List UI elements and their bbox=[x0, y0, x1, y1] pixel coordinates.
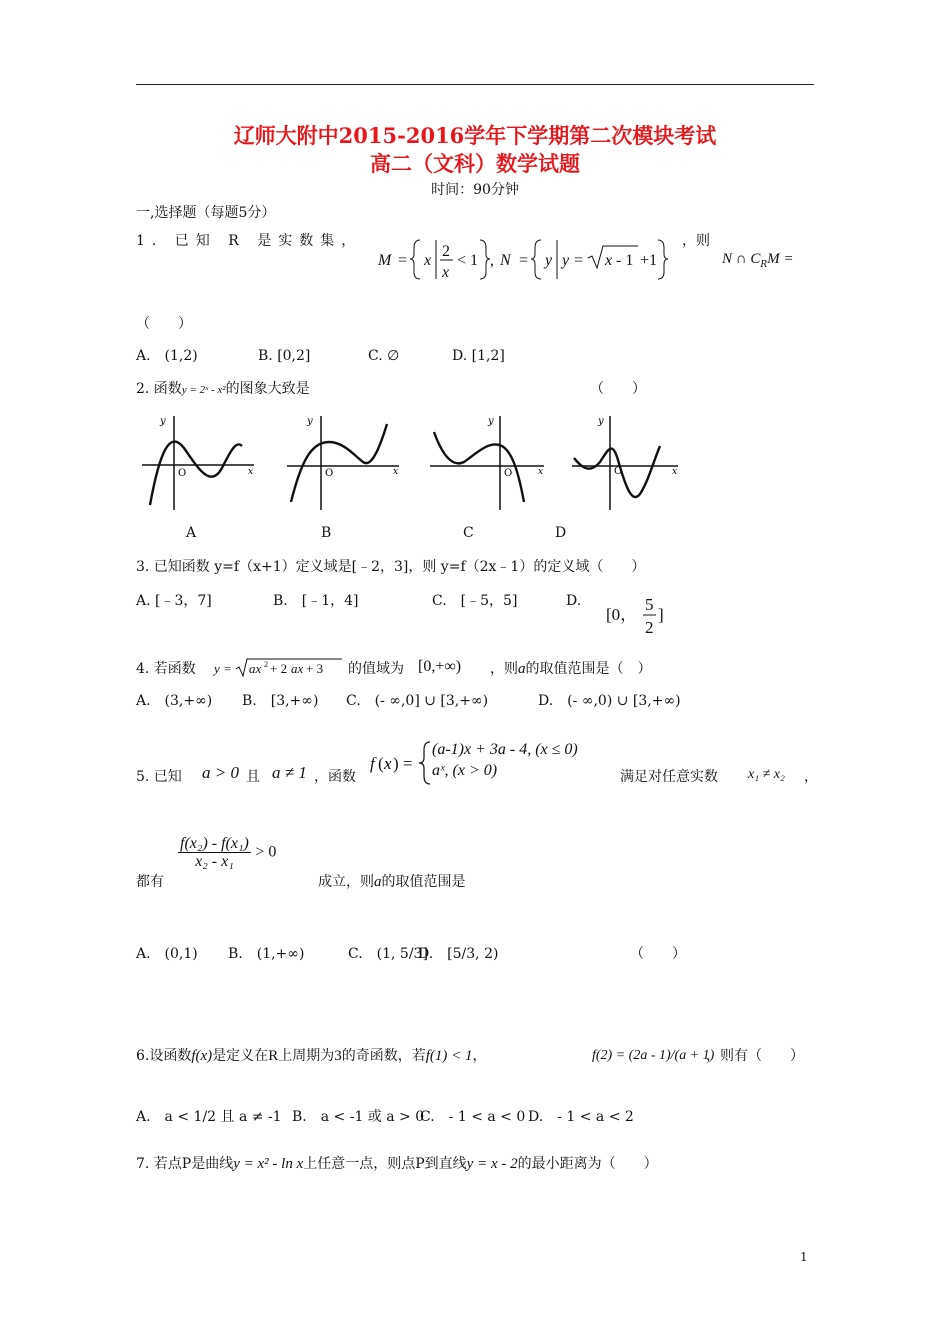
svg-text:ax: ax bbox=[249, 661, 262, 676]
q2-graph-a bbox=[140, 410, 260, 515]
q5-var: a bbox=[374, 874, 382, 890]
q6-option-d: D. - 1 < a < 2 bbox=[528, 1109, 634, 1125]
q3-stem: 3. 已知函数 y=f（x+1）定义域是[﹣2，3]，则 y=f（2x﹣1）的定义域（ ） bbox=[136, 559, 646, 575]
header-rule bbox=[136, 84, 814, 85]
svg-text:]: ] bbox=[658, 605, 664, 624]
svg-text:N: N bbox=[500, 252, 511, 269]
q7-mid: 上任意一点，则点P到直线 bbox=[303, 1156, 467, 1172]
q4-option-d: D. (- ∞,0) ∪ [3,+∞) bbox=[538, 693, 681, 709]
svg-text:2: 2 bbox=[442, 243, 450, 260]
exam-title: 辽师大附中2015-2016学年下学期第二次模块考试 bbox=[233, 123, 717, 148]
svg-text:5: 5 bbox=[645, 595, 654, 614]
q4-tail bbox=[490, 660, 652, 678]
q3-option-b: B. [﹣1，4] bbox=[273, 593, 359, 609]
q1-option-b: B. [0,2] bbox=[258, 348, 311, 364]
svg-text:M: M bbox=[378, 252, 392, 269]
q3-option-c: C. [﹣5，5] bbox=[432, 593, 518, 609]
q5-holds: 成立，则 bbox=[318, 874, 374, 890]
q5-inequality bbox=[178, 835, 276, 870]
q6-c2: f(2) = (2a - 1)/(a + 1) bbox=[592, 1048, 715, 1063]
svg-text:y: y bbox=[562, 252, 570, 269]
svg-text:y: y bbox=[598, 416, 604, 427]
q4-func bbox=[212, 656, 348, 680]
svg-text:f: f bbox=[370, 754, 375, 773]
svg-text:y: y bbox=[160, 416, 166, 427]
q5-func-word: ，函数 bbox=[314, 769, 356, 785]
q1-then: ，则 bbox=[682, 233, 710, 249]
q3-option-a: A. [﹣3，7] bbox=[136, 593, 212, 609]
q6-option-a: A. a < 1/2 且 a ≠ -1 bbox=[136, 1109, 282, 1125]
q7-stem: 7. 若点P是曲线 bbox=[136, 1156, 234, 1172]
q5-and: 且 bbox=[246, 769, 260, 785]
q5-option-c: C. (1, 5/3] bbox=[348, 946, 428, 962]
svg-text:x: x bbox=[442, 264, 450, 281]
svg-text:=: = bbox=[224, 661, 232, 676]
q5-piece1: (a-1)x + 3a - 4, (x ≤ 0) bbox=[432, 741, 578, 758]
q2-label-c: C bbox=[463, 525, 474, 541]
svg-text:[0，: [0， bbox=[606, 605, 638, 624]
q2-label-d: D bbox=[555, 525, 567, 541]
q5-stem: 5. 已知 bbox=[136, 769, 182, 785]
q5-tail: 的取值范围是 bbox=[381, 874, 466, 890]
q1-option-a: A. (1,2) bbox=[136, 348, 198, 364]
svg-text:O: O bbox=[504, 468, 513, 479]
q5-ineq-num: f(x₂) - f(x₁) bbox=[180, 835, 249, 852]
svg-text:x: x bbox=[538, 467, 544, 477]
svg-text:x: x bbox=[605, 252, 613, 269]
q5-cond1: a > 0 bbox=[202, 763, 239, 782]
exam-subtitle: 高二（文科）数学试题 bbox=[370, 151, 580, 176]
q7-line bbox=[136, 1155, 658, 1173]
q6-stem: 6.设函数 bbox=[136, 1048, 192, 1064]
svg-text:O: O bbox=[614, 466, 623, 477]
q6-fx: f(x) bbox=[191, 1048, 213, 1064]
q4-range: [0,+∞) bbox=[418, 658, 462, 675]
q7-line-eq: y = x - 2 bbox=[466, 1156, 518, 1172]
q5-have: 都有 bbox=[136, 874, 164, 890]
svg-text:+ 3: + 3 bbox=[306, 661, 324, 676]
svg-text:O: O bbox=[178, 468, 187, 479]
q4-option-c: C. (- ∞,0] ∪ [3,+∞) bbox=[346, 693, 489, 709]
q5-ineq-rhs: > 0 bbox=[255, 843, 277, 861]
q6-comma: ， bbox=[472, 1048, 487, 1064]
svg-text:ax: ax bbox=[291, 661, 304, 676]
q4-tail2: 的取值范围是（ ） bbox=[525, 661, 652, 677]
q1-expr-sub: R bbox=[760, 259, 768, 270]
svg-text:2: 2 bbox=[264, 660, 268, 669]
q1-option-d: D. [1,2] bbox=[452, 348, 505, 364]
q4-mid: 的值域为 bbox=[348, 661, 404, 677]
q6-mid2: 上周期为 bbox=[278, 1048, 335, 1064]
q5-ineq-den: x₂ - x₁ bbox=[195, 853, 234, 870]
q3-option-d-value bbox=[604, 592, 674, 638]
q4-var: a bbox=[518, 661, 526, 677]
q1-stem: 1. 已知 R 是实数集， bbox=[136, 233, 363, 249]
q2-graph-c bbox=[428, 410, 550, 515]
svg-text:y: y bbox=[545, 252, 553, 269]
svg-text:- 1: - 1 bbox=[616, 252, 634, 269]
q5-comma: ， bbox=[804, 769, 818, 785]
q6-option-c: C. - 1 < a < 0 bbox=[420, 1109, 526, 1125]
svg-text:=: = bbox=[574, 252, 584, 269]
svg-text:+1: +1 bbox=[640, 252, 658, 269]
q5-satisfy: 满足对任意实数 bbox=[620, 769, 718, 785]
svg-text:x: x bbox=[248, 467, 254, 477]
q5-piece2: aˣ, (x > 0) bbox=[432, 762, 498, 779]
q6-tail: ，则有（ ） bbox=[706, 1048, 804, 1064]
q6-option-b: B. a < -1 或 a > 0 bbox=[292, 1109, 425, 1125]
q4-option-a: A. (3,+∞) bbox=[136, 693, 213, 709]
svg-text:y: y bbox=[488, 416, 494, 427]
svg-text:O: O bbox=[325, 468, 334, 479]
page-number: 1 bbox=[800, 1250, 808, 1264]
q2-stem: 2. 函数 bbox=[136, 381, 182, 397]
q1-expr: N ∩ C bbox=[722, 251, 761, 267]
q5-option-d: D. [5/3, 2) bbox=[418, 946, 499, 962]
q5-option-b: B. (1,+∞) bbox=[228, 946, 305, 962]
q4-stem: 4. 若函数 bbox=[136, 661, 196, 677]
q7-tail: 的最小距离为（ ） bbox=[517, 1156, 658, 1172]
q4-option-b: B. [3,+∞) bbox=[242, 693, 319, 709]
q6-three: 3 bbox=[334, 1048, 342, 1064]
svg-text:,: , bbox=[490, 252, 494, 269]
q5-cond2: a ≠ 1 bbox=[272, 763, 307, 782]
svg-text:y: y bbox=[214, 661, 220, 676]
svg-text:(: ( bbox=[378, 754, 384, 773]
q5-holds-line bbox=[318, 873, 466, 891]
q6-R: R bbox=[268, 1048, 279, 1064]
exam-time: 时间：90分钟 bbox=[431, 182, 519, 198]
q2-answer-paren: （ ） bbox=[590, 381, 646, 397]
q6-line bbox=[136, 1047, 486, 1065]
q1-set-formula bbox=[376, 232, 676, 286]
q4-tail-text: ，则 bbox=[490, 661, 518, 677]
q6-c1: f(1) < 1 bbox=[425, 1048, 473, 1064]
q6-mid3: 的奇函数，若 bbox=[341, 1048, 426, 1064]
q7-curve: y = x² - ln x bbox=[233, 1156, 304, 1172]
q3-option-d: D. bbox=[566, 593, 582, 609]
svg-text:2: 2 bbox=[645, 618, 654, 637]
q5-cond3: x₁ ≠ x₂ bbox=[748, 767, 785, 782]
svg-text:x: x bbox=[384, 754, 392, 773]
q2-tail: 的图象大致是 bbox=[225, 381, 310, 397]
svg-text:=: = bbox=[398, 252, 408, 269]
svg-text:+ 2: + 2 bbox=[270, 661, 288, 676]
q1-expression bbox=[722, 250, 794, 274]
section-heading: 一,选择题（每题5分） bbox=[136, 205, 276, 221]
svg-text:x: x bbox=[424, 252, 432, 269]
q2-line bbox=[136, 380, 310, 399]
q2-graph-b bbox=[285, 410, 405, 515]
q6-mid: 是定义在 bbox=[212, 1048, 269, 1064]
q2-label-a: A bbox=[186, 525, 197, 541]
svg-text:< 1: < 1 bbox=[457, 252, 479, 269]
svg-text:y: y bbox=[307, 416, 313, 427]
q2-graph-d bbox=[570, 410, 685, 515]
q2-func: y = 2ˣ - x² bbox=[181, 384, 226, 396]
q5-option-a: A. (0,1) bbox=[136, 946, 198, 962]
q2-label-b: B bbox=[321, 525, 332, 541]
q1-option-c: C. ∅ bbox=[368, 348, 400, 364]
q5-answer-paren: （ ） bbox=[630, 946, 686, 962]
svg-text:=: = bbox=[519, 252, 529, 269]
q1-expr-end: M = bbox=[767, 251, 794, 267]
svg-text:) =: ) = bbox=[393, 754, 413, 773]
q5-inequality-fraction bbox=[178, 835, 251, 870]
q1-answer-paren: （ ） bbox=[136, 316, 192, 332]
svg-text:x: x bbox=[393, 467, 399, 477]
svg-text:x: x bbox=[672, 467, 678, 477]
